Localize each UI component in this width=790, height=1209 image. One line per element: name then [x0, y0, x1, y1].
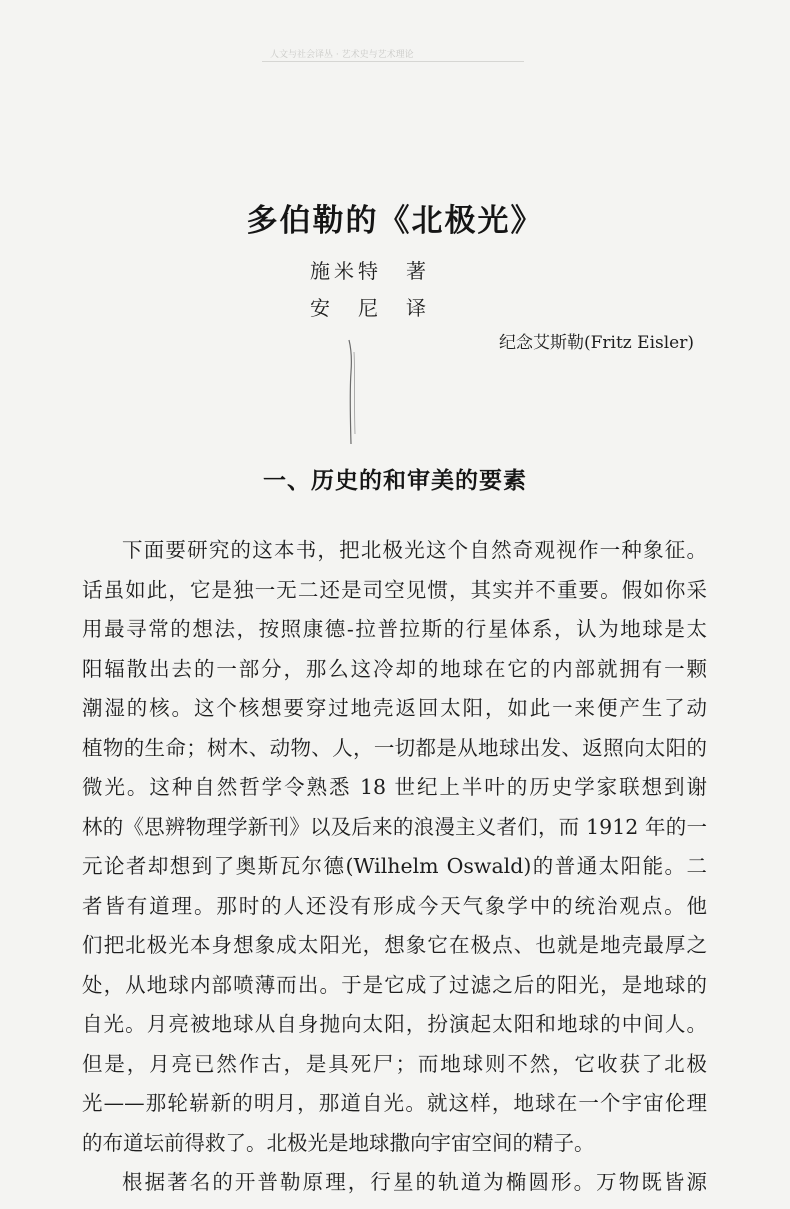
body-line: 但是，月亮已然作古，是具死尸；而地球则不然，它收获了北极 [82, 1051, 707, 1076]
article-title: 多伯勒的《北极光》 [246, 203, 544, 239]
header-rule [262, 61, 524, 62]
pen-mark [345, 338, 359, 446]
translator-line: 安 尼 译 [310, 296, 430, 320]
body-line: 潮湿的核。这个核想要穿过地壳返回太阳，如此一来便产生了动 [82, 696, 707, 720]
body-line: 元论者却想到了奥斯瓦尔德(Wilhelm Oswald)的普通太阳能。二 [82, 854, 707, 878]
body-line: 植物的生命；树木、动物、人，一切都是从地球出发、返照向太阳的 [82, 735, 707, 760]
body-line: 的布道坛前得救了。北极光是地球撒向宇宙空间的精子。 [82, 1130, 595, 1155]
running-header: 人文与社会译丛 · 艺术史与艺术理论 [270, 50, 414, 59]
body-line: 光——那轮崭新的明月，那道自光。就这样，地球在一个宇宙伦理 [82, 1091, 707, 1115]
body-line: 们把北极光本身想象成太阳光，想象它在极点、也就是地壳最厚之 [82, 933, 707, 957]
body-line: 林的《思辨物理学新刊》以及后来的浪漫主义者们，而 1912 年的一 [82, 814, 707, 839]
body-line: 者皆有道理。那时的人还没有形成今天气象学中的统治观点。他 [82, 893, 707, 918]
author-line: 施米特 著 [310, 259, 430, 283]
dedication: 纪念艾斯勒(Fritz Eisler) [498, 333, 694, 353]
section-heading: 一、历史的和审美的要素 [263, 468, 527, 494]
body-line: 微光。这种自然哲学令熟悉 18 世纪上半叶的历史学家联想到谢 [82, 775, 707, 799]
body-line: 话虽如此，它是独一无二还是司空见惯，其实并不重要。假如你采 [82, 577, 707, 602]
body-line: 下面要研究的这本书，把北极光这个自然奇观视作一种象征。 [122, 538, 707, 562]
body-line: 自光。月亮被地球从自身抛向太阳，扮演起太阳和地球的中间人。 [82, 1012, 707, 1036]
body-line: 阳辐散出去的一部分，那么这冷却的地球在它的内部就拥有一颗 [82, 656, 707, 681]
body-text [82, 531, 707, 1203]
body-line: 处，从地球内部喷薄而出。于是它成了过滤之后的阳光，是地球的 [82, 972, 707, 997]
body-line: 用最寻常的想法，按照康德-拉普拉斯的行星体系，认为地球是太 [82, 617, 707, 641]
body-line: 根据著名的开普勒原理，行星的轨道为椭圆形。万物既皆源 [122, 1170, 707, 1194]
